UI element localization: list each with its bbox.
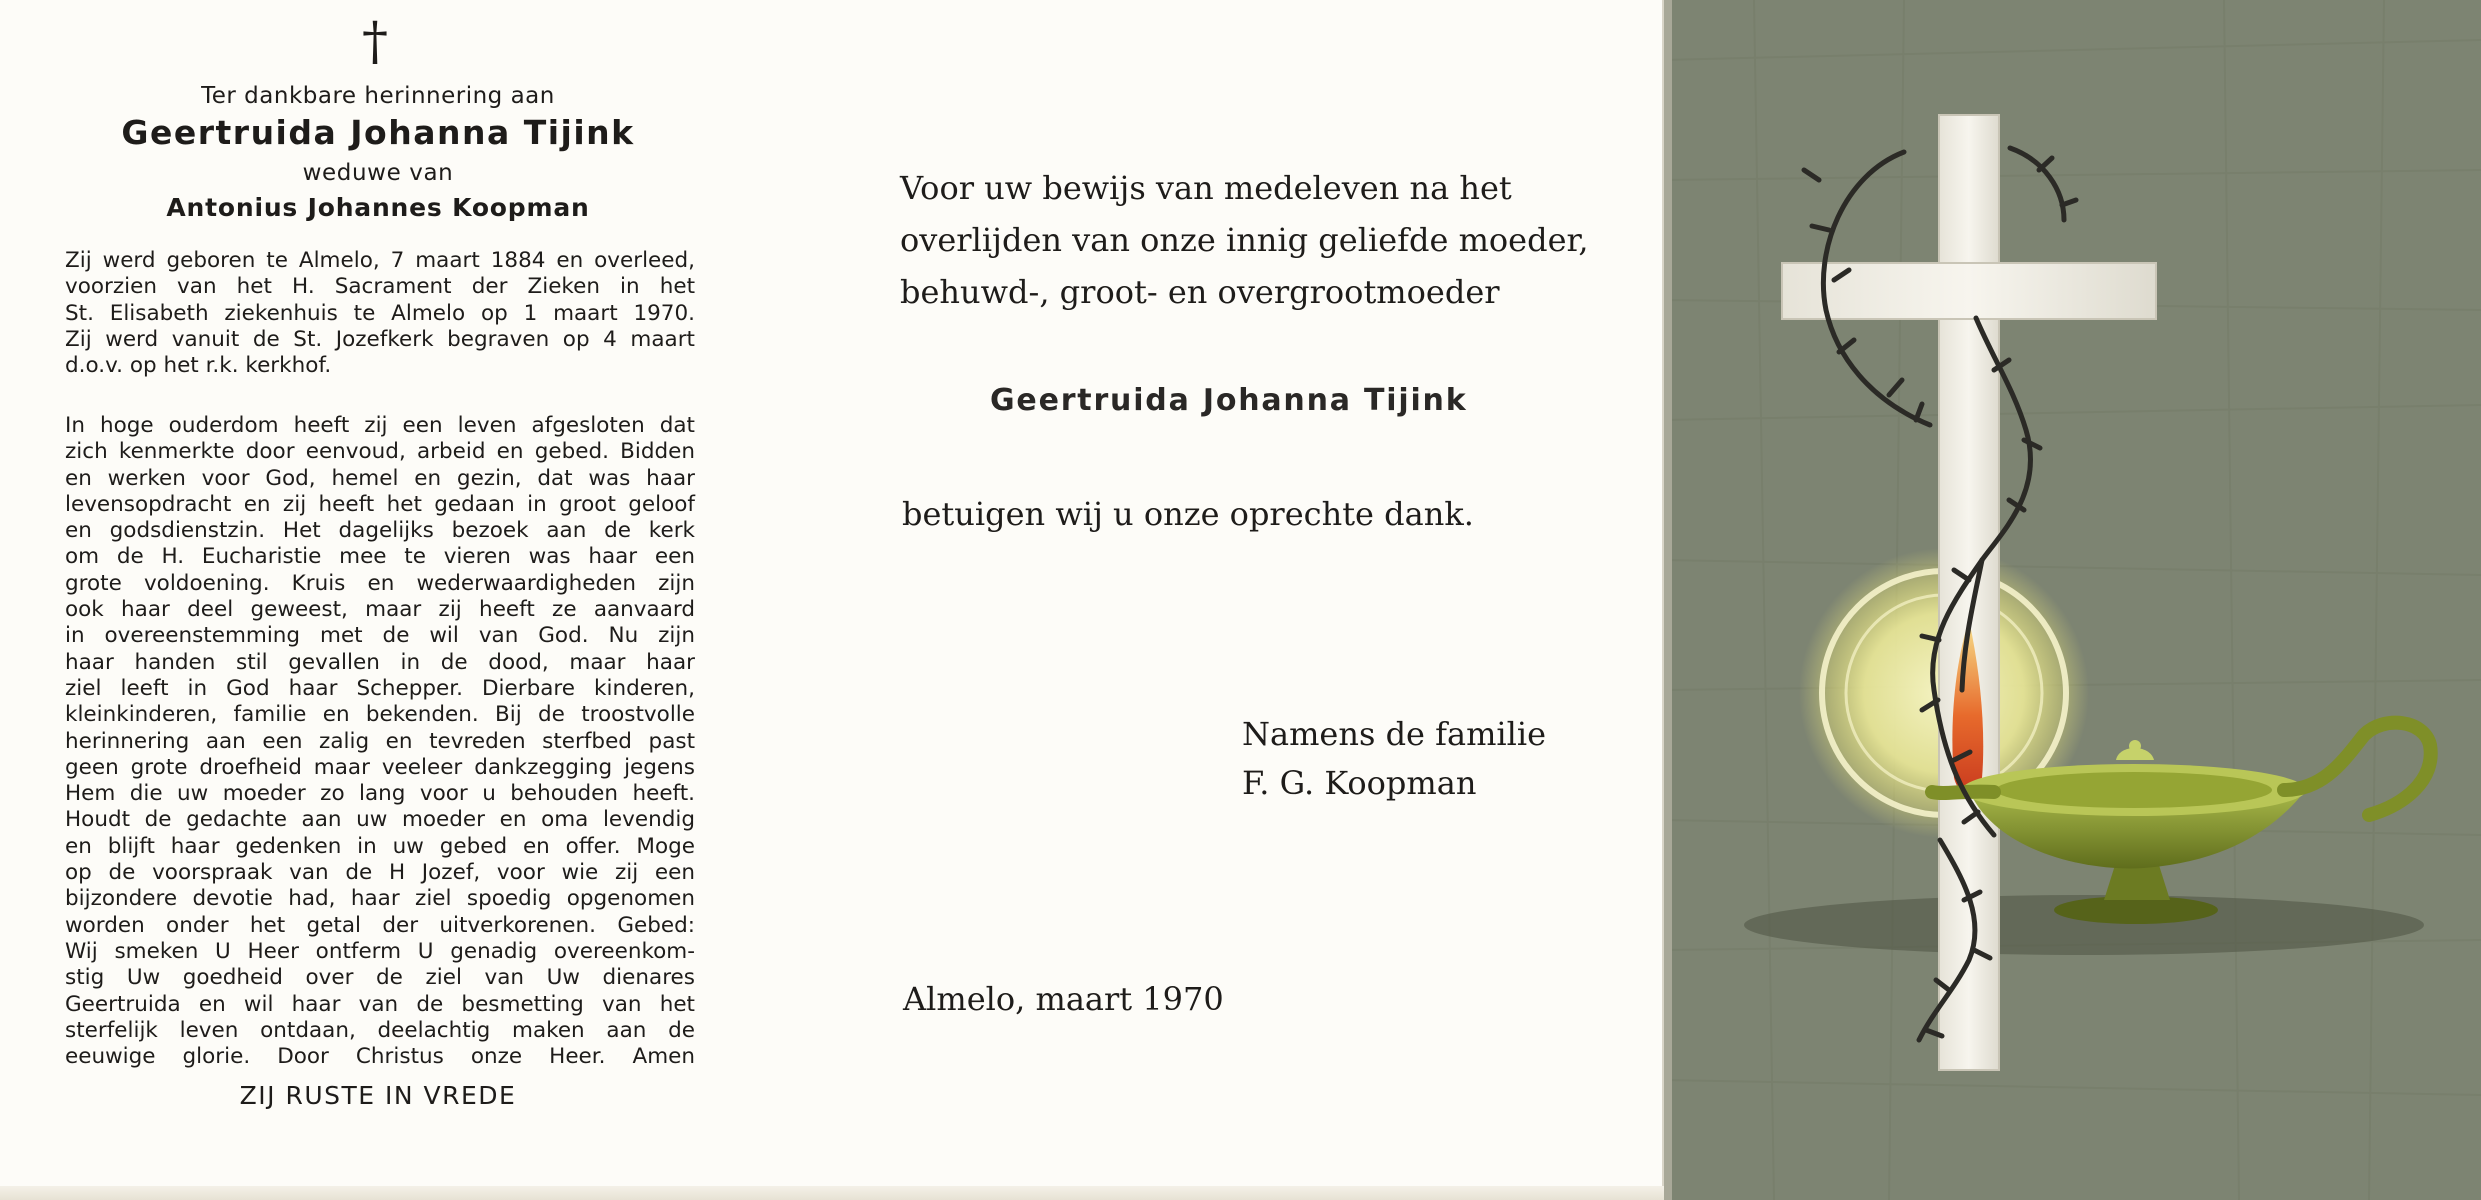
prayer-line: grote voldoening. Kruis en wederwaardigheden zijn bbox=[65, 570, 695, 596]
thanks-paragraph bbox=[900, 162, 1588, 318]
memorial-text-panel bbox=[0, 0, 790, 1200]
husband-name: Antonius Johannes Koopman bbox=[166, 193, 590, 222]
bio-line: voorzien van het H. Sacrament der Zieken in het bbox=[65, 274, 695, 300]
prayer-line: Houdt de gedachte aan uw moeder en oma levendig bbox=[65, 807, 695, 833]
bio-line: d.o.v. op het r.k. kerkhof. bbox=[65, 353, 332, 379]
thanks-line: Voor uw bewijs van medeleven na het bbox=[900, 169, 1512, 207]
prayer-line: herinnering aan een zalig en tevreden sterfbed past bbox=[65, 728, 695, 754]
biography-paragraph bbox=[65, 248, 695, 379]
signature-line: F. G. Koopman bbox=[1242, 764, 1477, 802]
prayer-line: geen grote droefheid maar veeleer dankzegging jegens bbox=[65, 754, 695, 780]
prayer-line: Geertruida en wil haar van de besmetting van het bbox=[65, 991, 695, 1017]
cross-lamp-illustration bbox=[1664, 0, 2481, 1200]
thanks-panel bbox=[790, 0, 1664, 1200]
signature-line: Namens de familie bbox=[1242, 715, 1547, 753]
thanks-line: overlijden van onze innig geliefde moeder, bbox=[900, 221, 1589, 259]
thanks-deceased-name: Geertruida Johanna Tijink bbox=[990, 383, 1468, 418]
prayer-line: en blijft haar gedenken in uw gebed en offer. Moge bbox=[65, 833, 695, 859]
place-date: Almelo, maart 1970 bbox=[903, 980, 1224, 1018]
prayer-line: eeuwige glorie. Door Christus onze Heer. Amen bbox=[65, 1044, 695, 1070]
bio-line: Zij werd vanuit de St. Jozefkerk begraven op 4 maart bbox=[65, 326, 695, 352]
prayer-line: In hoge ouderdom heeft zij een leven afgesloten dat bbox=[65, 413, 695, 438]
closing-line: ZIJ RUSTE IN VREDE bbox=[239, 1081, 517, 1110]
prayer-line: op de voorspraak van de H Jozef, voor wie zij een bbox=[65, 860, 695, 886]
widow-of-line: weduwe van bbox=[302, 160, 454, 186]
intro-line: Ter dankbare herinnering aan bbox=[201, 83, 555, 109]
thanks-line: behuwd-, groot- en overgrootmoeder bbox=[900, 273, 1500, 311]
prayer-line: ook haar deel geweest, maar zij heeft ze aanvaard bbox=[65, 597, 695, 623]
prayer-line: en godsdienstzin. Het dagelijks bezoek aan de kerk bbox=[65, 518, 695, 544]
prayer-line: worden onder het getal der uitverkorenen. Gebed: bbox=[65, 912, 695, 938]
bio-line: Zij werd geboren te Almelo, 7 maart 1884 en overleed, bbox=[65, 248, 695, 273]
card-bottom-edge bbox=[0, 1186, 1664, 1200]
prayer-line: ziel leeft in God haar Schepper. Dierbare kinderen, bbox=[65, 675, 695, 701]
gratitude-line: betuigen wij u onze oprechte dank. bbox=[902, 495, 1474, 533]
prayer-line: zich kenmerkte door eenvoud, arbeid en gebed. Bidden bbox=[65, 439, 695, 465]
prayer-line: om de H. Eucharistie mee te vieren was haar een bbox=[65, 544, 695, 570]
canvas-texture bbox=[1664, 0, 2481, 1200]
prayer-line: sterfelijk leven ontdaan, deelachtig maken aan de bbox=[65, 1017, 695, 1043]
prayer-line: haar handen stil gevallen in de dood, maar haar bbox=[65, 649, 695, 675]
panel-edge bbox=[1664, 0, 1672, 1200]
family-signature bbox=[1242, 710, 1546, 808]
prayer-line: levensopdracht en zij heeft het gedaan in groot geloof bbox=[65, 491, 695, 517]
prayer-line: stig Uw goedheid over de ziel van Uw dienares bbox=[65, 965, 695, 991]
prayer-paragraph bbox=[65, 413, 695, 1070]
prayer-line: bijzondere devotie had, haar ziel spoedig opgenomen bbox=[65, 886, 695, 912]
deceased-name: Geertruida Johanna Tijink bbox=[121, 113, 635, 152]
prayer-line: en werken voor God, hemel en gezin, dat was haar bbox=[65, 465, 695, 491]
prayer-line: Hem die uw moeder zo lang voor u behouden heeft. bbox=[65, 781, 695, 807]
illustration-panel bbox=[1664, 0, 2481, 1200]
prayer-line: Wij smeken U Heer ontferm U genadig overeenkom- bbox=[65, 938, 695, 964]
prayer-line: in overeenstemming met de wil van God. Nu zijn bbox=[65, 623, 695, 649]
cross-symbol: † bbox=[362, 12, 388, 72]
bio-line: St. Elisabeth ziekenhuis te Almelo op 1 maart 1970. bbox=[65, 300, 695, 326]
prayer-line: kleinkinderen, familie en bekenden. Bij de troostvolle bbox=[65, 702, 695, 728]
